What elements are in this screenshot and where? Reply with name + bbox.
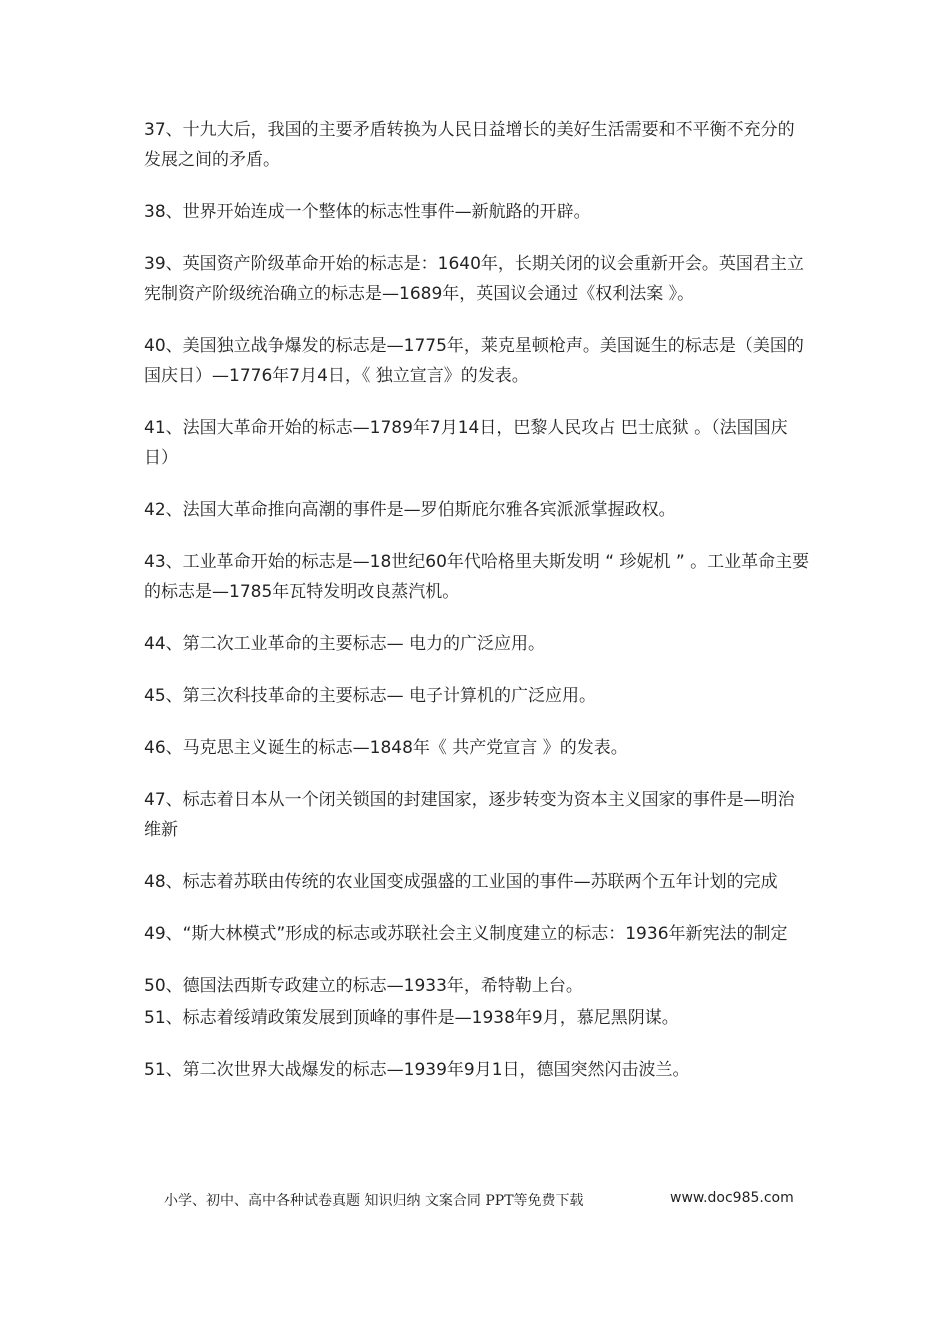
- list-item: 51、第二次世界大战爆发的标志—1939年9月1日，德国突然闪击波兰。: [144, 1060, 690, 1080]
- list-item: 45、第三次科技革命的主要标志— 电子计算机的广泛应用。: [144, 686, 597, 706]
- page-footer: [0, 1190, 950, 1214]
- list-item: 51、标志着绥靖政策发展到顶峰的事件是—1938年9月，慕尼黑阴谋。: [144, 1008, 679, 1028]
- list-item: 47、标志着日本从一个闭关锁国的封建国家，逐步转变为资本主义国家的事件是—明治维新: [144, 790, 795, 840]
- list-item: 39、英国资产阶级革命开始的标志是：1640年，长期关闭的议会重新开会。英国君主立宪制资产阶级统治确立的标志是—1689年，英国议会通过《权利法案 》。: [144, 254, 804, 304]
- document-body: [144, 115, 810, 1107]
- list-item: 48、标志着苏联由传统的农业国变成强盛的工业国的事件—苏联两个五年计划的完成: [144, 872, 778, 892]
- list-item: 38、世界开始连成一个整体的标志性事件—新航路的开辟。: [144, 202, 591, 222]
- list-item: 42、法国大革命推向高潮的事件是—罗伯斯庇尔雅各宾派派掌握政权。: [144, 500, 676, 520]
- list-item: 49、“斯大林模式”形成的标志或苏联社会主义制度建立的标志：1936年新宪法的制定: [144, 924, 788, 944]
- list-item: 40、美国独立战争爆发的标志是—1775年，莱克星顿枪声。美国诞生的标志是（美国的国庆日）—1776年7月4日，《 独立宣言》的发表。: [144, 336, 804, 386]
- list-item: 43、工业革命开始的标志是—18世纪60年代哈格里夫斯发明 “ 珍妮机 ” 。工业革命主要的标志是—1785年瓦特发明改良蒸汽机。: [144, 552, 810, 602]
- list-item: 50、德国法西斯专政建立的标志—1933年，希特勒上台。: [144, 976, 583, 996]
- footer-link[interactable]: www.doc985.com: [670, 1190, 794, 1206]
- list-item: 37、十九大后，我国的主要矛盾转换为人民日益增长的美好生活需要和不平衡不充分的发展之间的矛盾。: [144, 120, 795, 170]
- list-item: 44、第二次工业革命的主要标志— 电力的广泛应用。: [144, 634, 546, 654]
- footer-text: 小学、初中、高中各种试卷真题 知识归纳 文案合同 PPT等免费下载: [164, 1193, 584, 1209]
- list-item: 41、法国大革命开始的标志—1789年7月14日，巴黎人民攻占 巴士底狱 。（法国国庆日）: [144, 418, 788, 468]
- list-item: 46、马克思主义诞生的标志—1848年《 共产党宣言 》的发表。: [144, 738, 628, 758]
